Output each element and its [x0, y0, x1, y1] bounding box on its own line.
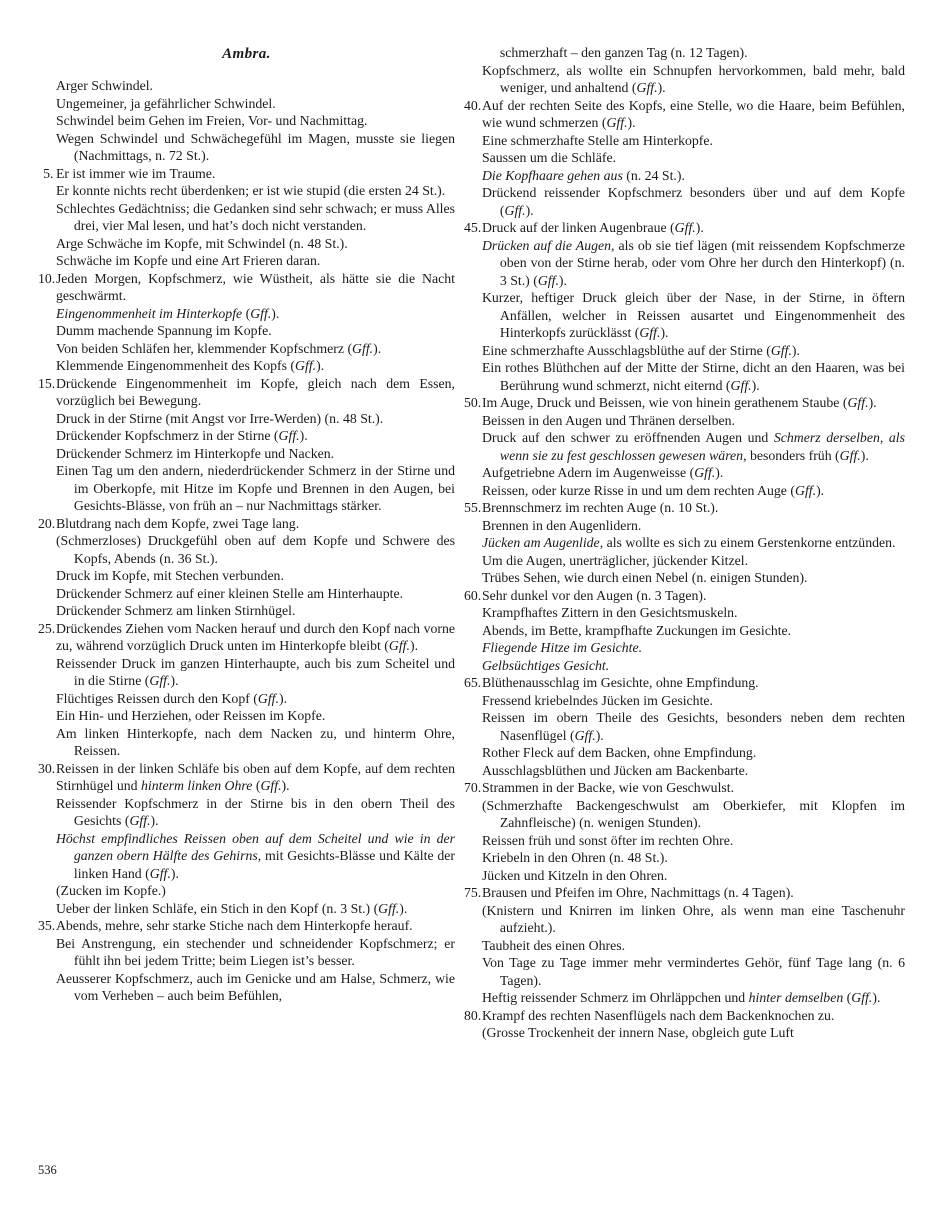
symptom-item-numbered: 65. Blüthenausschlag im Gesichte, ohne Empfindung.: [464, 675, 759, 690]
symptom-item: (Schmerzhafte Backengeschwulst am Oberkiefer, mit Klopfen im Zahnfleische) (n. wenigen Stunden).: [481, 797, 905, 830]
symptom-item: Reissender Kopfschmerz in der Stirne bis in den obern Theil des Gesichts (Gff.).: [55, 795, 455, 828]
symptom-item: (Schmerzloses) Druckgefühl oben auf dem Kopfe und Schwere des Kopfs, Abends (n. 36 St.).: [55, 533, 455, 566]
symptom-item: Höchst empfindliches Reissen oben auf dem Scheitel und wie in der ganzen obern Hälfte des Gehirns, mit Gesichts-Blässe und Kälte der linken Hand (Gff.).: [55, 830, 455, 881]
item-number: 25.: [38, 620, 56, 636]
item-number: 75.: [464, 885, 482, 900]
symptom-item: Drückender Kopfschmerz in der Stirne (Gff.).: [55, 428, 308, 443]
symptom-item: Drücken auf die Augen, als ob sie tief lägen (mit reissendem Kopfschmerze oben von der Stirne herab, oder vom Ohre her durch den Hinterkopf) (n. 3 St.) (Gff.).: [481, 237, 905, 288]
symptom-item: Ein rothes Blüthchen auf der Mitte der Stirne, dicht an den Haaren, was bei Berührung wund schmerzt, nicht eiternd (Gff.).: [481, 360, 905, 393]
page-title: Ambra.: [222, 46, 271, 62]
symptom-item: Fressend kriebelndes Jücken im Gesichte.: [481, 692, 713, 708]
symptom-item: Schwindel beim Gehen im Freien, Vor- und Nachmittag.: [55, 113, 368, 128]
item-number: 30.: [38, 760, 56, 776]
symptom-item: Dumm machende Spannung im Kopfe.: [55, 323, 272, 338]
symptom-item: Eingenommenheit im Hinterkopfe (Gff.).: [55, 305, 280, 321]
symptom-item: Kurzer, heftiger Druck gleich über der Nase, in der Stirne, in öftern Anfällen, welcher in Reissen ausartet und Eingenommenheit des Hinterkopfs zurücklässt (Gff.).: [481, 290, 905, 340]
item-number: 40.: [464, 97, 482, 113]
symptom-item: Um die Augen, unerträglicher, jückender Kitzel.: [481, 552, 749, 568]
symptom-item: (Zucken im Kopfe.): [55, 883, 166, 898]
symptom-item: Klemmende Eingenommenheit des Kopfs (Gff.).: [55, 358, 325, 373]
item-number: 45.: [464, 220, 482, 235]
symptom-item-numbered: 10. Jeden Morgen, Kopfschmerz, wie Wüstheit, als hätte sie die Nacht geschwärmt.: [38, 270, 455, 303]
symptom-item: Rother Fleck auf dem Backen, ohne Empfindung.: [481, 745, 757, 760]
symptom-item: Ein Hin- und Herziehen, oder Reissen im Kopfe.: [55, 708, 326, 723]
item-number: 5.: [43, 165, 54, 181]
item-number: 50.: [464, 395, 482, 410]
item-number: 60.: [464, 587, 482, 603]
symptom-item: Beissen in den Augen und Thränen derselben.: [481, 412, 735, 428]
left-column: [38, 44, 455, 1042]
symptom-item: Brennen in den Augenlidern.: [481, 517, 642, 533]
item-number: 20.: [38, 515, 56, 531]
left-column-items: [38, 77, 455, 1005]
symptom-item: Druck auf den schwer zu eröffnenden Augen und Schmerz derselben, als wenn sie zu fest geschlossen gewesen wären, besonders früh (Gff.).: [481, 430, 905, 463]
symptom-item: Drückender Schmerz im Hinterkopfe und Nacken.: [55, 445, 335, 461]
symptom-item-numbered: 30. Reissen in der linken Schläfe bis oben auf dem Kopfe, auf dem rechten Stirnhügel und hinterm linken Ohre (Gff.).: [38, 760, 455, 793]
symptom-item: Jücken am Augenlide, als wollte es sich zu einem Gerstenkorne entzünden.: [481, 535, 896, 550]
symptom-item: Reissen, oder kurze Risse in und um dem rechten Auge (Gff.).: [481, 482, 825, 498]
item-number: 10.: [38, 270, 56, 286]
symptom-item: Eine schmerzhafte Stelle am Hinterkopfe.: [481, 132, 713, 148]
symptom-item: Flüchtiges Reissen durch den Kopf (Gff.).: [55, 690, 288, 706]
symptom-item: Drückend reissender Kopfschmerz besonders über und auf dem Kopfe (Gff.).: [481, 185, 905, 218]
symptom-item: Schlechtes Gedächtniss; die Gedanken sind sehr schwach; er muss Alles drei, vier Mal lesen, und hat’s doch nicht verstanden.: [55, 200, 455, 233]
item-number: 55.: [464, 500, 482, 515]
symptom-item: Drückender Schmerz auf einer kleinen Stelle am Hinterhaupte.: [55, 585, 404, 601]
symptom-item: Arge Schwäche im Kopfe, mit Schwindel (n. 48 St.).: [55, 235, 348, 251]
symptom-item-numbered: 55. Brennschmerz im rechten Auge (n. 10 St.).: [464, 500, 719, 515]
symptom-item: (Grosse Trockenheit der innern Nase, obgleich gute Luft: [481, 1025, 794, 1040]
item-number: 35.: [38, 918, 56, 933]
symptom-continuation-line: schmerzhaft – den ganzen Tag (n. 12 Tagen).: [499, 45, 748, 60]
symptom-item-numbered: 45. Druck auf der linken Augenbraue (Gff.).: [464, 220, 704, 235]
symptom-item: Jücken und Kitzeln in den Ohren.: [481, 867, 668, 883]
item-number: 70.: [464, 780, 482, 795]
symptom-item: Drückender Schmerz am linken Stirnhügel.: [55, 603, 296, 618]
symptom-item: Von Tage zu Tage immer mehr vermindertes Gehör, fünf Tage lang (n. 6 Tagen).: [481, 955, 905, 988]
symptom-item: Aeusserer Kopfschmerz, auch im Genicke und am Halse, Schmerz, wie vom Verheben – auch beim Befühlen,: [55, 970, 455, 1003]
symptom-item: Ausschlagsblüthen und Jücken am Backenbarte.: [481, 762, 749, 778]
right-column: [464, 44, 905, 1042]
symptom-item-numbered: 5. Er ist immer wie im Traume.: [38, 165, 455, 183]
symptom-item: Heftig reissender Schmerz im Ohrläppchen und hinter demselben (Gff.).: [481, 990, 881, 1005]
page-number: 536: [38, 1163, 57, 1177]
symptom-item: Von beiden Schläfen her, klemmender Kopfschmerz (Gff.).: [55, 340, 382, 356]
symptom-item-numbered: 80. Krampf des rechten Nasenflügels nach dem Backenknochen zu.: [464, 1007, 835, 1023]
item-number: 65.: [464, 675, 482, 690]
symptom-item: Reissen im obern Theile des Gesichts, besonders neben dem rechten Nasenflügel (Gff.).: [481, 710, 905, 743]
symptom-item: (Knistern und Knirren im linken Ohre, als wenn man eine Taschenuhr aufzieht.).: [481, 902, 905, 935]
symptom-item: Saussen um die Schläfe.: [481, 150, 617, 165]
symptom-item: Reissen früh und sonst öfter im rechten Ohre.: [481, 832, 734, 848]
symptom-item: Trübes Sehen, wie durch einen Nebel (n. einigen Stunden).: [481, 570, 808, 585]
symptom-item: Arger Schwindel.: [55, 78, 154, 93]
symptom-item: Kriebeln in den Ohren (n. 48 St.).: [481, 850, 668, 865]
symptom-item: Gelbsüchtiges Gesicht.: [481, 657, 610, 673]
symptom-item-numbered: 50. Im Auge, Druck und Beissen, wie von hinein gerathenem Staube (Gff.).: [464, 395, 877, 410]
symptom-item-numbered: 75. Brausen und Pfeifen im Ohre, Nachmittags (n. 4 Tagen).: [464, 885, 794, 900]
symptom-item: Aufgetriebne Adern im Augenweisse (Gff.).: [481, 465, 724, 480]
symptom-item: Krampfhaftes Zittern in den Gesichtsmuskeln.: [481, 605, 738, 620]
symptom-item: Die Kopfhaare gehen aus (n. 24 St.).: [481, 167, 685, 183]
item-number: 80.: [464, 1007, 482, 1023]
symptom-item-numbered: 20. Blutdrang nach dem Kopfe, zwei Tage lang.: [38, 515, 300, 531]
symptom-item-numbered: 70. Strammen in der Backe, wie von Geschwulst.: [464, 780, 735, 795]
symptom-item: Druck in der Stirne (mit Angst vor Irre-Werden) (n. 48 St.).: [55, 410, 384, 426]
symptom-item: Schwäche im Kopfe und eine Art Frieren daran.: [55, 253, 321, 268]
symptom-item: Kopfschmerz, als wollte ein Schnupfen hervorkommen, bald mehr, bald weniger, und anhaltend (Gff.).: [481, 62, 905, 95]
symptom-item: Fliegende Hitze im Gesichte.: [481, 640, 643, 655]
symptom-item: Reissender Druck im ganzen Hinterhaupte, auch bis zum Scheitel und in die Stirne (Gff.).: [55, 655, 455, 688]
right-column-items: [464, 44, 905, 1042]
symptom-item: Taubheit des einen Ohres.: [481, 937, 626, 953]
symptom-item-numbered: 40. Auf der rechten Seite des Kopfs, eine Stelle, wo die Haare, beim Befühlen, wie wund schmerzen (Gff.).: [464, 97, 905, 130]
symptom-item: Ueber der linken Schläfe, ein Stich in den Kopf (n. 3 St.) (Gff.).: [55, 900, 408, 916]
symptom-item: Eine schmerzhafte Ausschlagsblüthe auf der Stirne (Gff.).: [481, 342, 800, 358]
symptom-item-numbered: 15. Drückende Eingenommenheit im Kopfe, gleich nach dem Essen, vorzüglich bei Bewegung.: [38, 375, 455, 408]
symptom-item-numbered: 25. Drückendes Ziehen vom Nacken herauf und durch den Kopf nach vorne zu, während vorzüglich Druck unten im Hinterkopfe bleibt (Gff.).: [38, 620, 455, 653]
symptom-item-numbered: 35. Abends, mehre, sehr starke Stiche nach dem Hinterkopfe herauf.: [38, 918, 413, 933]
symptom-item: Bei Anstrengung, ein stechender und schneidender Kopfschmerz; er fühlt ihn bei jedem Tritte; beim Liegen ist’s besser.: [55, 935, 455, 968]
symptom-item: Druck im Kopfe, mit Stechen verbunden.: [55, 568, 284, 583]
symptom-item: Ungemeiner, ja gefährlicher Schwindel.: [55, 95, 276, 111]
symptom-item: Abends, im Bette, krampfhafte Zuckungen im Gesichte.: [481, 622, 792, 638]
item-number: 15.: [38, 375, 56, 391]
symptom-item: Einen Tag um den andern, niederdrückender Schmerz in der Stirne und im Oberkopfe, mit Hitze im Kopfe und Brennen in den Augen, bei Gesichts-Blässe, von früh an – nur Nachmittags stärker.: [55, 463, 455, 513]
symptom-item: Er konnte nichts recht überdenken; er ist wie stupid (die ersten 24 St.).: [55, 183, 446, 198]
symptom-item: Wegen Schwindel und Schwächegefühl im Magen, musste sie liegen (Nachmittags, n. 72 St.).: [55, 130, 455, 163]
symptom-item-numbered: 60. Sehr dunkel vor den Augen (n. 3 Tagen).: [464, 587, 707, 603]
symptom-item: Am linken Hinterkopfe, nach dem Nacken zu, und hinterm Ohre, Reissen.: [55, 725, 455, 758]
